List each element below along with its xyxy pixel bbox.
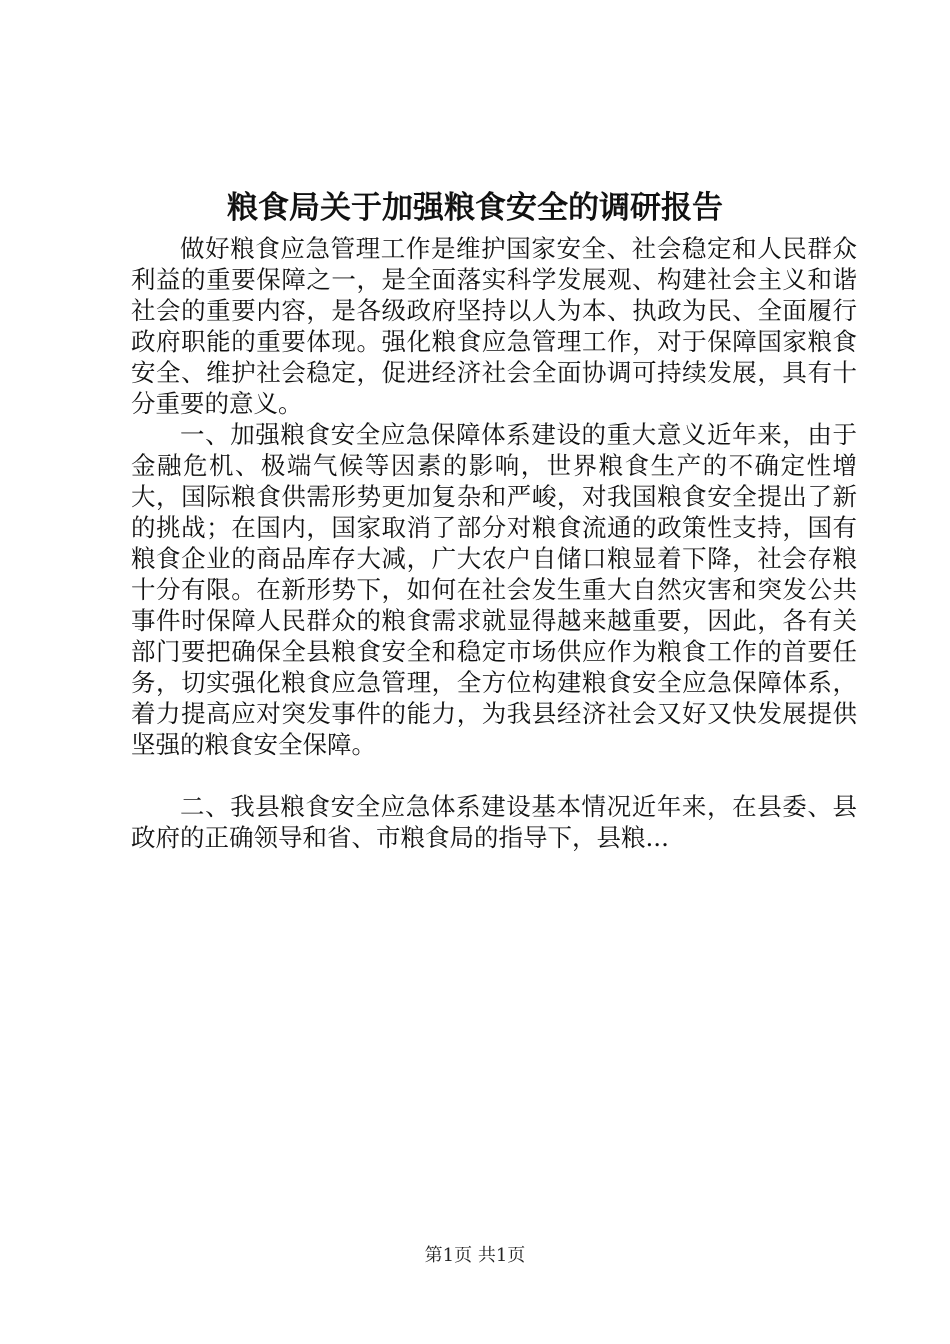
document-body	[131, 233, 857, 853]
page-footer: 第1页 共1页	[424, 1245, 526, 1266]
paragraph-intro: 做好粮食应急管理工作是维护国家安全、社会稳定和人民群众利益的重要保障之一，是全面落实科学发展观、构建社会主义和谐社会的重要内容，是各级政府坚持以人为本、执政为民、全面履行政府职能的重要体现。强化粮食应急管理工作，对于保障国家粮食安全、维护社会稳定，促进经济社会全面协调可持续发展，具有十分重要的意义。	[131, 234, 857, 418]
paragraph-section-one: 一、加强粮食安全应急保障体系建设的重大意义近年来，由于金融危机、极端气候等因素的影响，世界粮食生产的不确定性增大，国际粮食供需形势更加复杂和严峻，对我国粮食安全提出了新的挑战；在国内，国家取消了部分对粮食流通的政策性支持，国有粮食企业的商品库存大减，广大农户自储口粮显着下降，社会存粮十分有限。在新形势下，如何在社会发生重大自然灾害和突发公共事件时保障人民群众的粮食需求就显得越来越重要，因此，各有关部门要把确保全县粮食安全和稳定市场供应作为粮食工作的首要任务，切实强化粮食应急管理，全方位构建粮食安全应急保障体系，着力提高应对突发事件的能力，为我县经济社会又好又快发展提供坚强的粮食安全保障。	[131, 420, 857, 759]
document-title: 粮食局关于加强粮食安全的调研报告	[227, 190, 723, 226]
paragraph-section-two: 二、我县粮食安全应急体系建设基本情况近年来，在县委、县政府的正确领导和省、市粮食局的指导下，县粮...	[131, 792, 857, 852]
